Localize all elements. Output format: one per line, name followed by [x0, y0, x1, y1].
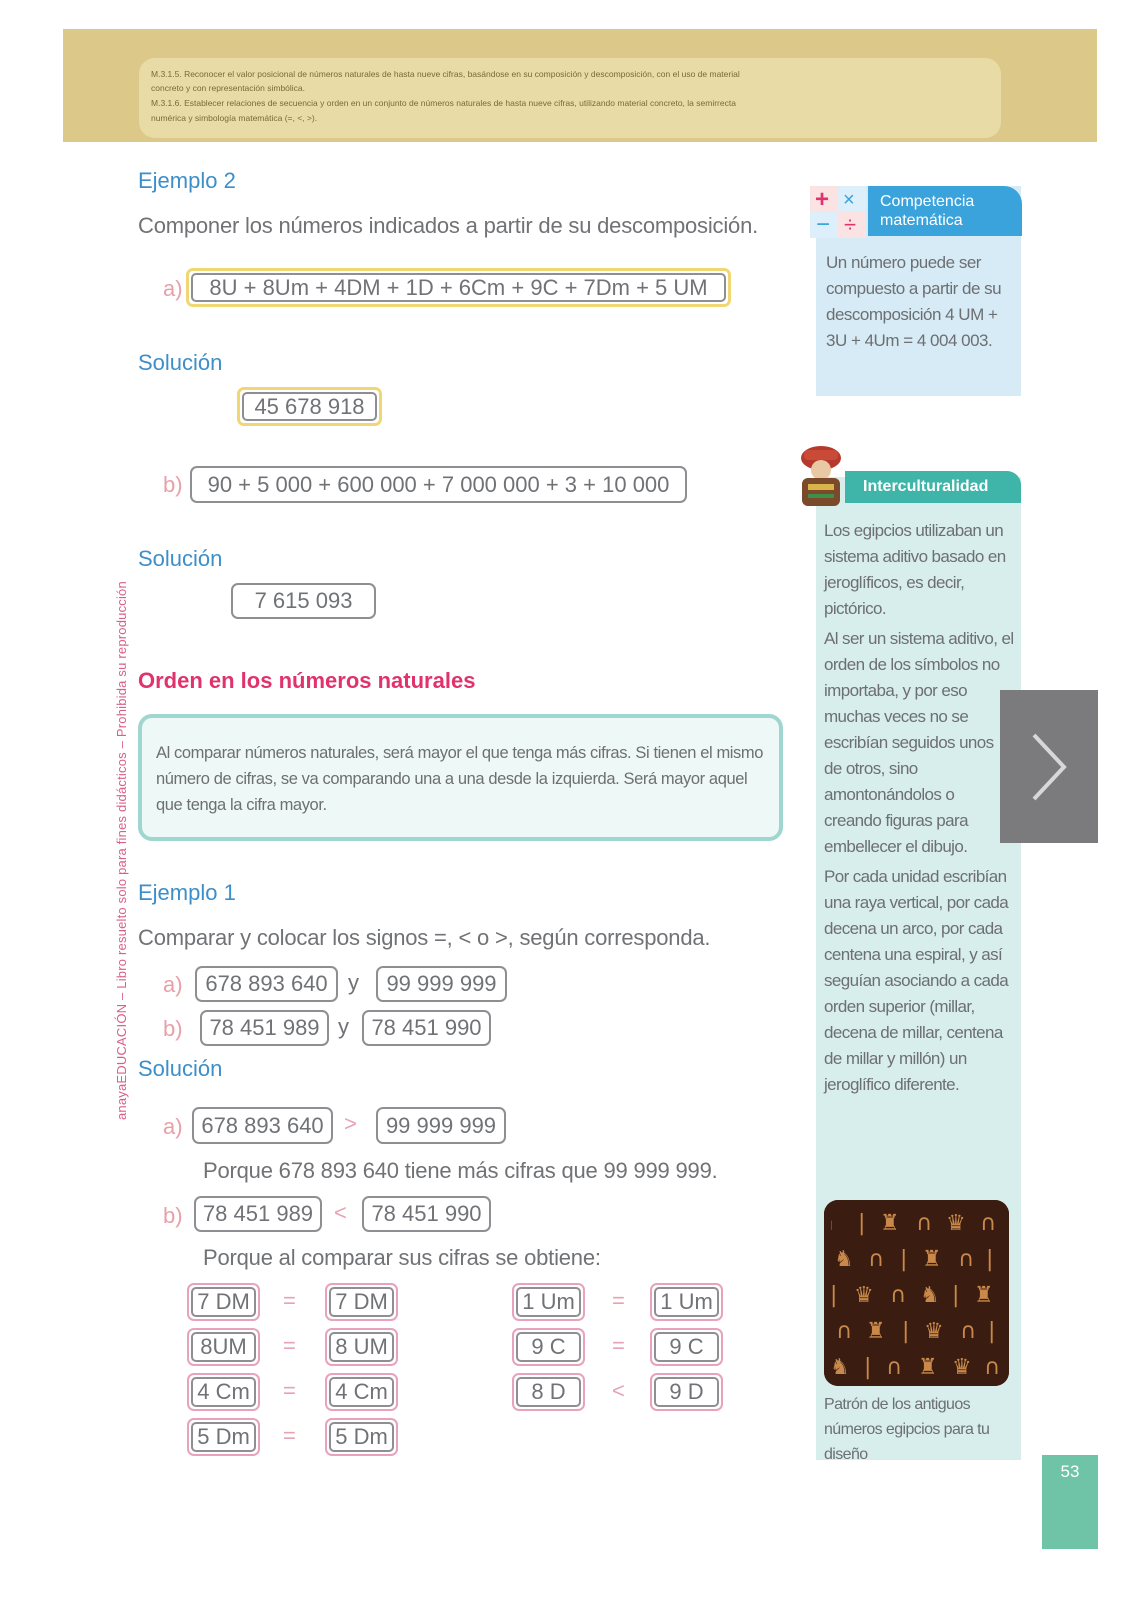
digit-box [650, 1283, 723, 1321]
svg-text:|: | [952, 1283, 960, 1308]
svg-text:|: | [986, 1247, 994, 1272]
example1-title: Ejemplo 1 [138, 880, 236, 905]
digit-box [325, 1328, 398, 1366]
next-page-button[interactable] [1000, 690, 1098, 843]
chevron-right-icon [1024, 727, 1074, 807]
solution-b-label: b) [163, 1203, 183, 1228]
inter-paragraph: Al ser un sistema aditivo, el orden de los símbolos no importaba, y por eso muchas veces no se escribían seguidos unos de otros, sino amontonándolos o creando figuras para embellecer el dibujo. [824, 629, 1014, 856]
digit-box [187, 1373, 260, 1411]
inter-paragraph: Los egipcios utilizaban un sistema aditivo basado en jeroglíficos, es decir, pictórico. [824, 521, 1006, 618]
compare-sign: = [612, 1333, 625, 1358]
rule-box [138, 714, 783, 841]
solution-b-reason: Porque al comparar sus cifras se obtiene: [203, 1245, 601, 1270]
solution-a-reason: Porque 678 893 640 tiene más cifras que 99 999 999. [203, 1158, 718, 1183]
digit-box [325, 1283, 398, 1321]
svg-text:♛: ♛ [924, 1319, 944, 1344]
digit-value: 4 Cm [191, 1377, 256, 1407]
svg-text:𓏺: 𓏺 [830, 1211, 833, 1236]
svg-text:♜: ♜ [880, 1211, 900, 1236]
digit-box [187, 1418, 260, 1456]
digit-value: 5 Dm [329, 1422, 394, 1452]
objective-line: concreto y con representación simbólica. [151, 83, 306, 93]
svg-text:−: − [816, 211, 831, 238]
example2-a-answer: 45 678 918 [242, 392, 377, 421]
digit-box [512, 1283, 585, 1321]
compare-sign: = [283, 1288, 296, 1313]
culture-figure-icon [790, 440, 852, 510]
digit-value: 4 Cm [329, 1377, 394, 1407]
digit-value: 1 Um [654, 1287, 719, 1317]
svg-text:∩: ∩ [958, 1247, 975, 1272]
example2-b-label: b) [163, 472, 183, 497]
digit-value: 8 UM [329, 1332, 394, 1362]
example1-a-right: 99 999 999 [376, 966, 507, 1002]
math-operators-icon [810, 186, 866, 238]
digit-box [650, 1373, 723, 1411]
solution-a-sign: > [344, 1111, 357, 1136]
image-caption: Patrón de los antiguos números egipcios para tu diseño [824, 1396, 990, 1463]
example2-b-answer: 7 615 093 [231, 583, 376, 619]
svg-text:∩: ∩ [984, 1355, 1001, 1380]
digit-box [325, 1418, 398, 1456]
objectives-box [139, 58, 1001, 138]
solution-b-left: 78 451 989 [194, 1196, 322, 1232]
svg-text:|: | [902, 1319, 910, 1344]
competencia-text: Un número puede ser compuesto a partir de su descomposición 4 UM + 3U + 4Um = 4 004 003. [826, 253, 1002, 350]
svg-text:|: | [864, 1355, 872, 1380]
svg-text:÷: ÷ [844, 212, 857, 237]
example1-a-left: 678 893 640 [195, 966, 338, 1002]
example1-solution-label: Solución [138, 1056, 223, 1081]
example2-instruction: Componer los números indicados a partir de su descomposición. [138, 213, 759, 238]
example2-title: Ejemplo 2 [138, 168, 236, 193]
svg-text:♛: ♛ [952, 1355, 972, 1380]
digit-value: 9 C [654, 1332, 719, 1362]
example1-instruction: Comparar y colocar los signos =, < o >, según corresponda. [138, 925, 711, 950]
svg-text:♞: ♞ [920, 1283, 940, 1308]
solution-a-left: 678 893 640 [192, 1107, 333, 1144]
example1-b-left: 78 451 989 [200, 1010, 329, 1046]
page-number: 53 [1060, 1462, 1080, 1481]
solution-a-label: a) [163, 1114, 183, 1139]
example1-a-label: a) [163, 972, 183, 997]
digit-value: 9 D [654, 1377, 719, 1407]
svg-text:|: | [830, 1283, 838, 1308]
digit-value: 8UM [191, 1332, 256, 1362]
digit-value: 8 D [516, 1377, 581, 1407]
example2-solution-b-label: Solución [138, 546, 223, 571]
example2-a-answer-box [237, 387, 382, 426]
svg-text:∩: ∩ [980, 1211, 997, 1236]
solution-b-sign: < [334, 1200, 347, 1225]
svg-text:×: × [843, 189, 855, 211]
svg-text:∩: ∩ [868, 1247, 885, 1272]
digit-value: 1 Um [516, 1287, 581, 1317]
competencia-title-line1: Competencia [880, 193, 975, 210]
svg-text:♛: ♛ [854, 1283, 874, 1308]
svg-text:♞: ♞ [830, 1355, 850, 1380]
svg-text:∩: ∩ [836, 1319, 853, 1344]
interculturalidad-text [824, 518, 1014, 1102]
inter-paragraph: Por cada unidad escribían una raya vertical, por cada decena un arco, por cada centena una espiral, y así seguían asociando a cada orden superior (millar, decena de millar, centena de millar y millón) un jeroglífico diferente. [824, 867, 1009, 1094]
example2-solution-a-label: Solución [138, 350, 223, 375]
compare-sign: = [612, 1288, 625, 1313]
hieroglyph-pattern-image [824, 1200, 1009, 1386]
digit-box [187, 1328, 260, 1366]
svg-text:∩: ∩ [916, 1211, 933, 1236]
objective-line: M.3.1.6. Establecer relaciones de secuencia y orden en un conjunto de números naturales de hasta nueve cifras, utilizando material concreto, la semirrecta [151, 98, 736, 108]
example1-b-connector: y [338, 1014, 349, 1039]
example2-a-box [186, 268, 731, 307]
svg-text:♛: ♛ [946, 1211, 966, 1236]
solution-b-right: 78 451 990 [362, 1196, 491, 1232]
vertical-copyright-text: anayaEDUCACIÓN – Libro resuelto solo para fines didácticos – Prohibida su reproducción [114, 581, 129, 1120]
example2-a-expression: 8U + 8Um + 4DM + 1D + 6Cm + 9C + 7Dm + 5 UM [191, 273, 726, 302]
svg-text:♜: ♜ [922, 1247, 942, 1272]
competencia-title-line2: matemática [880, 212, 963, 229]
compare-sign: = [283, 1378, 296, 1403]
digit-value: 7 DM [191, 1287, 256, 1317]
svg-text:♜: ♜ [918, 1355, 938, 1380]
example2-a-label: a) [163, 276, 183, 301]
svg-text:|: | [988, 1319, 996, 1344]
svg-text:∩: ∩ [960, 1319, 977, 1344]
digit-box [512, 1328, 585, 1366]
rule-text: Al comparar números naturales, será mayor el que tenga más cifras. Si tienen el mismo número de cifras, se va comparando una a una desde la izquierda. Será mayor aquel que tenga la cifra mayor. [156, 744, 764, 814]
digit-box [650, 1328, 723, 1366]
svg-text:∩: ∩ [890, 1283, 907, 1308]
digit-value: 7 DM [329, 1287, 394, 1317]
interculturalidad-title: Interculturalidad [863, 478, 989, 495]
solution-a-right: 99 999 999 [376, 1107, 506, 1144]
compare-sign: < [612, 1378, 625, 1403]
svg-text:♜: ♜ [866, 1319, 886, 1344]
compare-sign: = [283, 1423, 296, 1448]
digit-value: 5 Dm [191, 1422, 256, 1452]
objective-line: M.3.1.5. Reconocer el valor posicional de números naturales de hasta nueve cifras, basándose en su composición y descomposición, con el uso de material [151, 69, 740, 79]
svg-text:|: | [900, 1247, 908, 1272]
interculturalidad-tab [845, 471, 1021, 503]
digit-box [325, 1373, 398, 1411]
example1-a-connector: y [348, 970, 359, 995]
example1-b-label: b) [163, 1016, 183, 1041]
digit-value: 9 C [516, 1332, 581, 1362]
svg-text:+: + [815, 186, 830, 213]
compare-sign: = [283, 1333, 296, 1358]
objective-line: numérica y simbología matemática (=, <, >). [151, 113, 318, 123]
digit-box [512, 1373, 585, 1411]
digit-box [187, 1283, 260, 1321]
section-title: Orden en los números naturales [138, 668, 476, 693]
example1-b-right: 78 451 990 [362, 1010, 491, 1046]
svg-text:♞: ♞ [834, 1247, 854, 1272]
svg-text:∩: ∩ [886, 1355, 903, 1380]
vertical-copyright [96, 410, 129, 1120]
example2-b-expression: 90 + 5 000 + 600 000 + 7 000 000 + 3 + 10 000 [190, 466, 687, 503]
svg-text:|: | [858, 1211, 866, 1236]
svg-text:♜: ♜ [974, 1283, 994, 1308]
competencia-tab [868, 186, 1022, 236]
